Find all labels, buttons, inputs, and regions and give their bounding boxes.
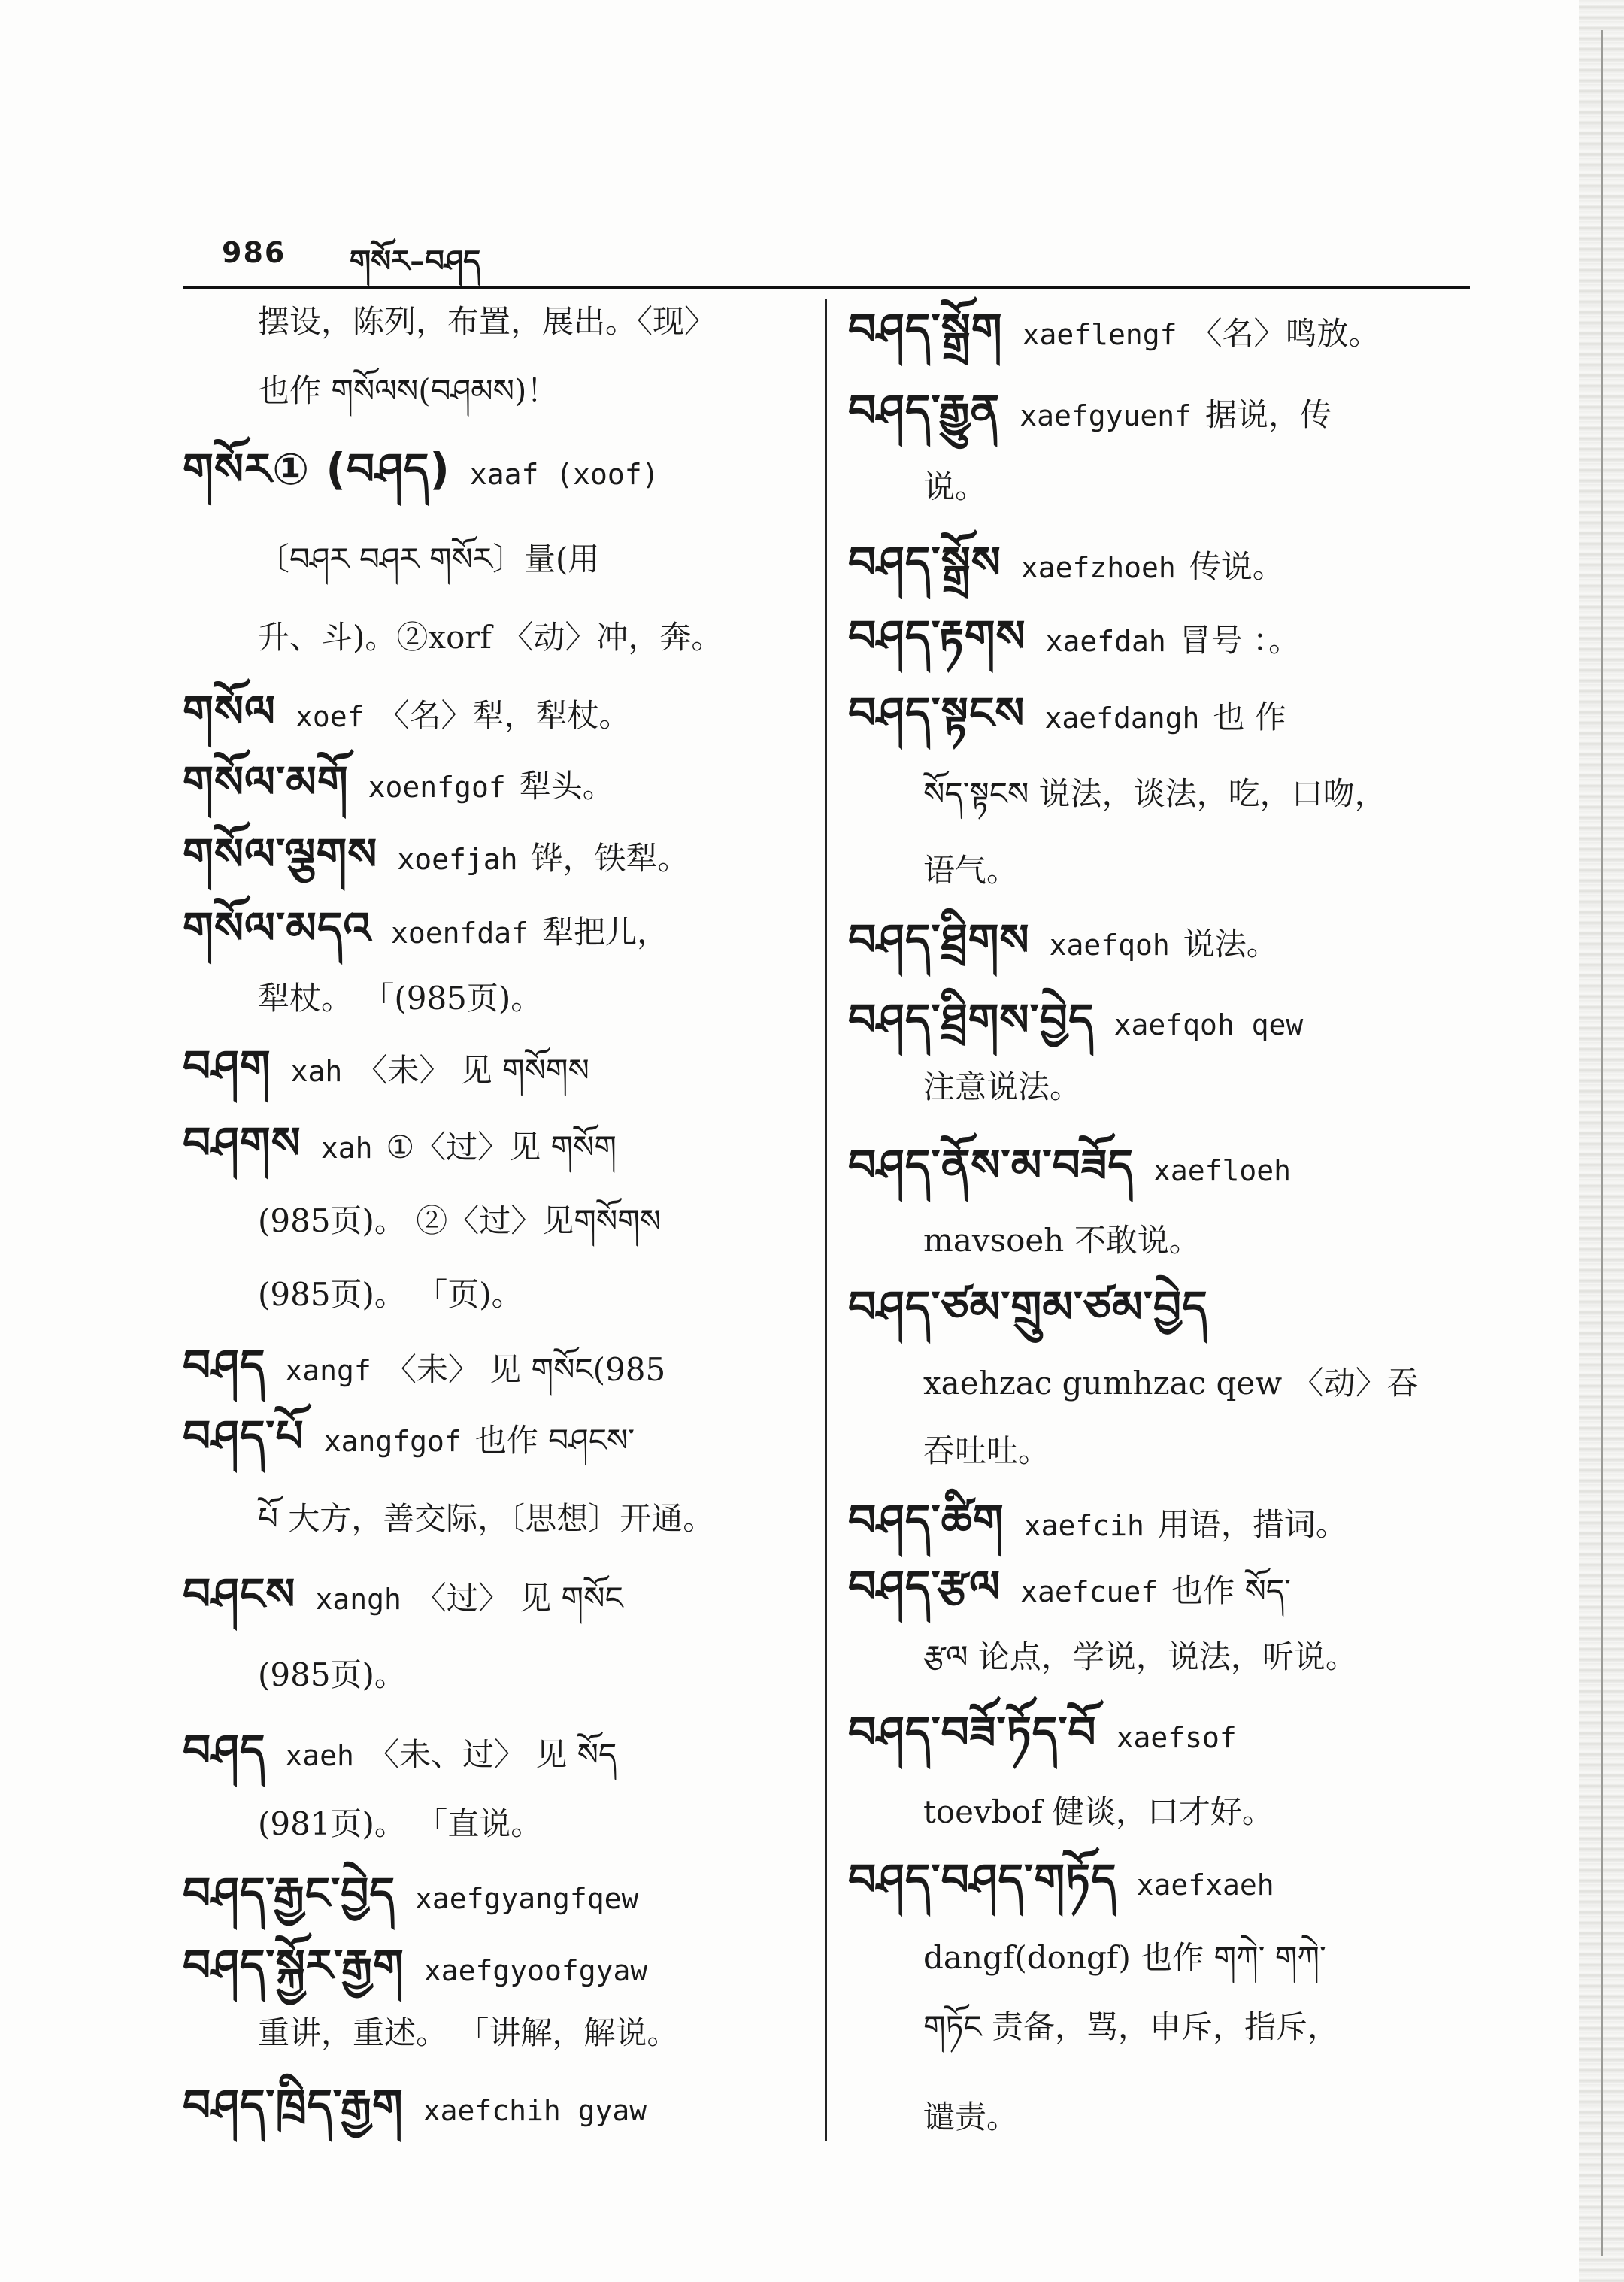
- entry-line: [848, 1281, 1208, 1337]
- entry-line: [923, 2005, 1339, 2057]
- definition-text: 〔བཤར བཤར གསོར〕量(用: [258, 541, 600, 577]
- definition-text: གཏོང 责备，骂，申斥，指斥，: [923, 2008, 1340, 2045]
- entry-line: [258, 1496, 714, 1549]
- definition-text: རྩལ 论点，学说，说法，听说。: [923, 1638, 1357, 1675]
- definition-text: (985页)。: [258, 1656, 406, 1693]
- definition-text: 摆设，陈列，布置，展出。〈现〉: [258, 303, 717, 340]
- definition-text: 传说。: [1189, 548, 1284, 585]
- definition-text: 〈名〉犁，犁杖。: [377, 697, 631, 734]
- romanization: xaefqoh: [1049, 929, 1170, 962]
- definition-text: mavsoeh 不敢说。: [923, 1222, 1201, 1259]
- definition-text: 注意说法。: [923, 1068, 1082, 1105]
- entry-line: [923, 1635, 1357, 1687]
- romanization: xangfgof: [323, 1425, 462, 1458]
- definition-text: 升、斗)。②xorf 〈动〉冲，奔。: [258, 619, 723, 656]
- running-head: གསོར–བཤད: [350, 244, 481, 279]
- romanization: xaefloeh: [1153, 1154, 1292, 1187]
- headword-tibetan: བཤད་རྟགས: [848, 611, 1026, 662]
- headword-tibetan: བཤད་སྒྲོག: [848, 304, 1003, 355]
- definition-text: 〈过〉 见 གསོང: [414, 1580, 623, 1617]
- entry-line: [258, 976, 542, 1029]
- page-header: [222, 226, 1470, 278]
- entry-line: [183, 1868, 639, 1923]
- headword-tibetan: བཤད་རྩལ: [848, 1561, 1001, 1612]
- romanization: xaefcuef: [1020, 1575, 1159, 1608]
- romanization: xah: [320, 1132, 373, 1165]
- headword-tibetan: བཤད་སྒྲོས: [848, 537, 1001, 588]
- romanization: xoef: [295, 700, 365, 733]
- entry-line: [848, 994, 1304, 1050]
- romanization: xaefchih gyaw: [423, 2094, 647, 2127]
- definition-text: toevbof 健谈，口才好。: [923, 1793, 1274, 1830]
- entry-line: [848, 1707, 1237, 1762]
- definition-text: 〈名〉鸣放。: [1190, 315, 1380, 352]
- entry-line: [183, 1340, 666, 1396]
- entry-line: [258, 1802, 542, 1854]
- entry-line: [258, 299, 716, 352]
- headword-tibetan: བཤད: [183, 1340, 266, 1391]
- romanization: xaaf (xoof): [469, 458, 659, 491]
- romanization: xah: [290, 1055, 343, 1088]
- headword-tibetan: བཤད་ནོས་མ་བཟོད: [848, 1140, 1135, 1191]
- entry-line: [923, 1935, 1326, 1988]
- definition-text: 据说，传: [1205, 396, 1332, 433]
- headword-tibetan: བཤད་ཐྲིགས་བྱེད: [848, 994, 1095, 1045]
- headword-tibetan: བཤད་བཟོ་ཏོད་བོ: [848, 1707, 1097, 1758]
- headword-tibetan: བཤག: [183, 1041, 271, 1092]
- entry-line: [258, 368, 558, 421]
- entry-line: [183, 2080, 647, 2135]
- entry-line: [183, 1041, 589, 1096]
- headword-tibetan: གསོལ་ལྕགས: [183, 829, 378, 880]
- entry-line: [183, 1568, 623, 1624]
- romanization: xaefgyangfqew: [414, 1882, 639, 1915]
- entry-line: [848, 687, 1286, 743]
- romanization: xoenfgof: [368, 771, 506, 804]
- definition-text: 谴责。: [923, 2099, 1019, 2135]
- definition-text: 〈未〉 见 གསོགས: [356, 1052, 589, 1089]
- definition-text: 用语，措词。: [1157, 1506, 1347, 1543]
- definition-text: སོད་སྟངས 说法，谈法，吃，口吻，: [923, 775, 1386, 812]
- definition-text: 说法。: [1183, 926, 1278, 962]
- entry-line: [848, 385, 1332, 441]
- romanization: xaefcih: [1023, 1509, 1144, 1542]
- definition-text: (981页)。 「直说。: [258, 1805, 543, 1842]
- entry-line: [923, 771, 1386, 824]
- entry-line: [183, 756, 614, 812]
- headword-tibetan: གསོར① (བཤད): [183, 444, 450, 495]
- entry-line: [183, 444, 659, 499]
- romanization: xaefdah: [1045, 625, 1166, 658]
- romanization: xaefgyoofgyaw: [423, 1954, 648, 1987]
- scan-edge-line: [1601, 30, 1603, 2256]
- entry-line: [183, 1725, 617, 1780]
- entry-line: [848, 1561, 1291, 1617]
- romanization: xaeh: [285, 1739, 354, 1772]
- definition-text: 重讲，重述。 「讲解，解说。: [258, 2014, 679, 2051]
- definition-text: (985页)。 ②〈过〉见གསོགས: [258, 1202, 662, 1239]
- definition-text: 冒号 ：。: [1179, 622, 1301, 659]
- entry-line: [923, 2095, 1018, 2147]
- entry-line: [848, 537, 1284, 592]
- entry-line: [848, 1140, 1292, 1196]
- headword-tibetan: བཤད་སྟངས: [848, 687, 1026, 738]
- entry-line: [258, 537, 599, 589]
- headword-tibetan: བཤད་བཤད་གཏོད: [848, 1854, 1117, 1905]
- headword-tibetan: བཤད་སྐྱོར་རྒྱག: [183, 1940, 404, 1991]
- entry-line: [923, 1065, 1081, 1117]
- definition-text: 也作 སོད་: [1171, 1572, 1291, 1609]
- definition-text: 犁杖。 「(985页)。: [258, 980, 543, 1017]
- headword-tibetan: བཤད: [183, 1725, 266, 1776]
- romanization: xaefqoh qew: [1113, 1008, 1304, 1041]
- definition-text: dangf(dongf) 也作 གཀེ་ གཀེ་: [923, 1939, 1326, 1976]
- headword-tibetan: བཤད་རྒྱུན: [848, 385, 1001, 436]
- definition-text: པོ 大方，善交际，〔思想〕开通。: [258, 1500, 715, 1537]
- page-number: 986: [222, 236, 286, 269]
- entry-line: [258, 1653, 406, 1705]
- entry-line: [258, 1199, 661, 1251]
- entry-line: [183, 686, 631, 741]
- entry-line: [258, 1272, 523, 1325]
- entry-line: [183, 1411, 635, 1466]
- headword-tibetan: བཤད་པོ: [183, 1411, 304, 1462]
- headword-tibetan: གསོལ་མགོ: [183, 756, 349, 808]
- entry-line: [258, 615, 723, 668]
- headword-tibetan: བཤད་རྒྱང་བྱེད: [183, 1868, 395, 1919]
- romanization: xangh: [315, 1583, 401, 1616]
- definition-text: ①〈过〉见 གསོག: [386, 1129, 617, 1165]
- headword-tibetan: བཤངས: [183, 1568, 296, 1620]
- definition-text: 说。: [923, 468, 987, 505]
- definition-text: 吞吐吐。: [923, 1432, 1050, 1469]
- entry-line: [923, 1218, 1201, 1271]
- headword-tibetan: བཤད་ཙམ་གྲུམ་ཙམ་བྱེད: [848, 1281, 1208, 1332]
- romanization: xaefgyuenf: [1020, 399, 1192, 432]
- definition-text: 〈未〉 见 གསོང(985: [384, 1351, 666, 1388]
- header-rule: [183, 286, 1470, 289]
- romanization: xoefjah: [397, 843, 518, 876]
- column-divider: [825, 299, 827, 2141]
- headword-tibetan: བཤད་ཁྲིད་རྒྱག: [183, 2080, 404, 2131]
- entry-line: [923, 1429, 1050, 1481]
- romanization: xangf: [285, 1354, 371, 1387]
- romanization: xaefsof: [1116, 1721, 1237, 1754]
- headword-tibetan: བཤད་ཚིག: [848, 1495, 1004, 1546]
- definition-text: 也作 བཤངས་: [474, 1422, 635, 1459]
- entry-line: [923, 465, 986, 517]
- entry-line: [183, 1117, 617, 1173]
- definition-text: 也 作: [1213, 699, 1286, 735]
- definition-text: 也作 གསོལས(བཤམས)！: [258, 372, 559, 409]
- definition-text: (985页)。 「页)。: [258, 1276, 523, 1313]
- entry-line: [848, 914, 1278, 970]
- headword-tibetan: གསོལ་མདའ: [183, 902, 371, 953]
- entry-line: [848, 304, 1380, 359]
- romanization: xaefzhoeh: [1020, 551, 1176, 584]
- headword-tibetan: གསོལ: [183, 686, 276, 737]
- entry-line: [923, 1361, 1419, 1414]
- entry-line: [848, 1495, 1347, 1550]
- definition-text: 犁头。: [519, 768, 614, 805]
- definition-text: 犁把儿，: [541, 914, 668, 950]
- entry-line: [183, 902, 668, 958]
- entry-line: [183, 829, 689, 884]
- definition-text: xaehzac gumhzac qew 〈动〉吞: [923, 1365, 1419, 1402]
- entry-line: [923, 848, 1018, 901]
- entry-line: [923, 1790, 1274, 1842]
- definition-text: 语气。: [923, 852, 1019, 889]
- romanization: xaefxaeh: [1136, 1868, 1274, 1902]
- entry-line: [258, 2011, 678, 2063]
- romanization: xaefdangh: [1044, 702, 1200, 735]
- romanization: xaeflengf: [1022, 318, 1177, 351]
- definition-text: 铧，铁犁。: [531, 840, 689, 877]
- romanization: xoenfdaf: [390, 917, 529, 950]
- entry-line: [183, 1940, 648, 1996]
- entry-line: [848, 1854, 1274, 1910]
- definition-text: 〈未、过〉 见 སོད: [367, 1736, 617, 1773]
- headword-tibetan: བཤད་ཐྲིགས: [848, 914, 1030, 965]
- headword-tibetan: བཤགས: [183, 1117, 301, 1168]
- entry-line: [848, 611, 1301, 666]
